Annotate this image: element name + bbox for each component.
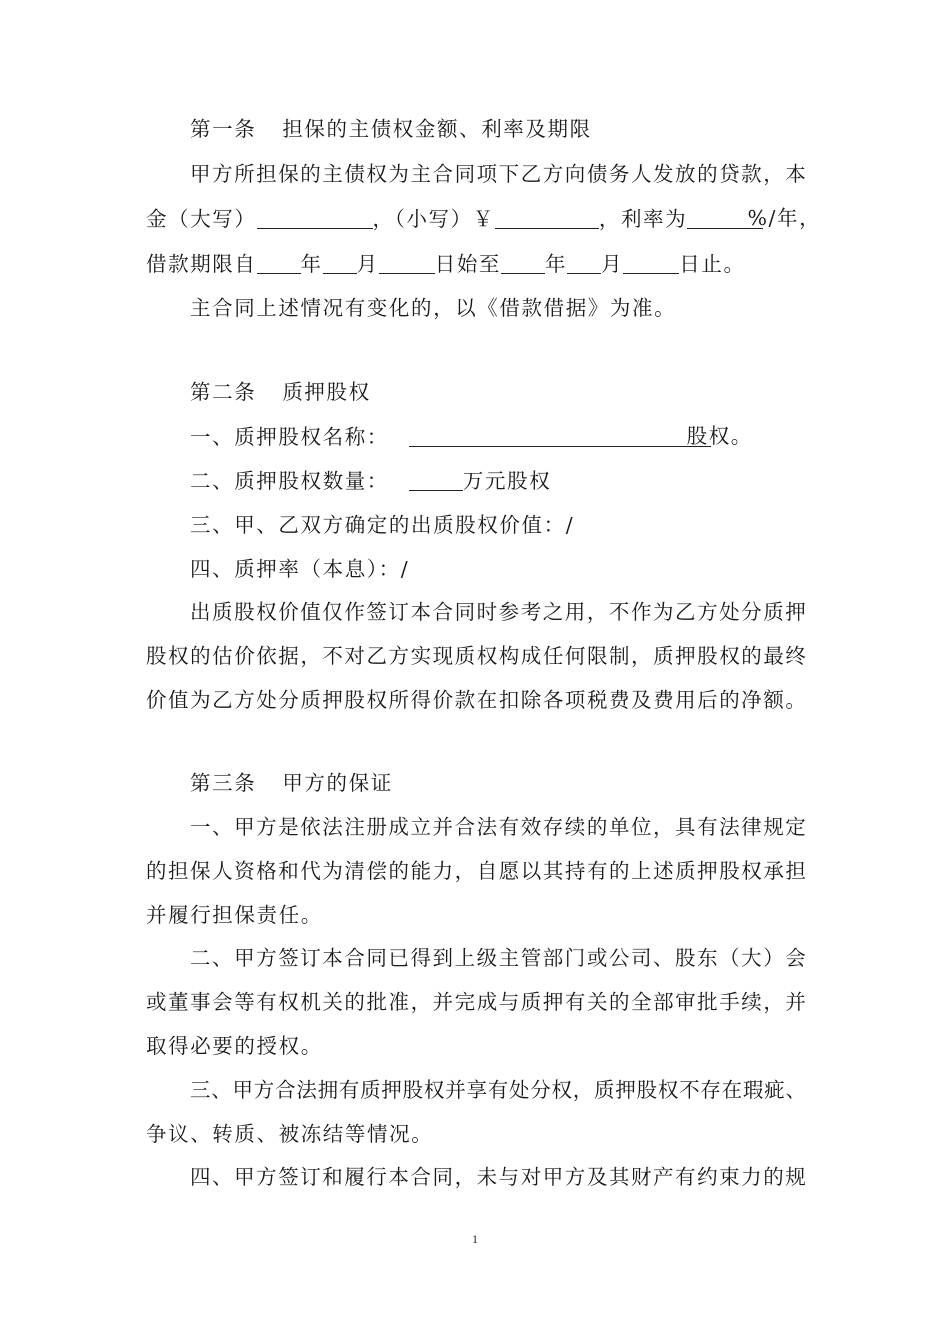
article3-clause2-text2: 或 董 事 会 等 有 权 机 关 的 批 准 ， 并 完 成 与 质 押 有 关 的 全 部 审 批 手 续 ， 并	[146, 990, 806, 1014]
article1-para2: 主合同上述情况有变化的，以《借款借据》为准。	[190, 296, 677, 320]
article3-clause1-line3: 并履行担保责任。	[146, 903, 323, 927]
article2-note-line3	[146, 683, 806, 713]
article1-heading	[190, 112, 592, 142]
pledged-equity-name-suffix: 股权。	[686, 424, 753, 448]
pledged-equity-name-blank[interactable]	[409, 424, 753, 448]
interest-rate-unit: %/年，	[747, 206, 822, 230]
end-day-blank[interactable]	[623, 253, 679, 274]
article3-clause1-text1: 一 、 甲 方 是 依 法 注 册 成 立 并 合 法 有 效 存 续 的 单 位 ， 具 有 法 律 规 定	[190, 815, 806, 839]
interest-rate-blank[interactable]	[687, 206, 822, 230]
article2-heading-number: 第二条	[190, 380, 257, 404]
article2-heading	[190, 375, 371, 405]
article3-heading	[190, 766, 393, 796]
article2-heading-title: 质押股权	[282, 380, 371, 404]
article1-heading-number: 第一条	[190, 117, 257, 141]
start-to-label: 日始至	[434, 252, 502, 276]
article3-clause1-line2	[146, 854, 806, 884]
article3-clause3-line2: 争议、转质、被冻结等情况。	[146, 1122, 434, 1146]
start-month-blank[interactable]	[323, 253, 357, 274]
article2-note-text1: 出 质 股 权 价 值 仅 作 签 订 本 合 同 时 参 考 之 用 ， 不 作 为 乙 方 处 分 质 押	[190, 600, 806, 624]
pledged-equity-quantity-label: 二、质押股权数量：	[190, 469, 389, 493]
pledged-equity-quantity-suffix: 万元股权	[462, 469, 552, 493]
start-day-blank[interactable]	[379, 253, 435, 274]
end-month-label: 月	[601, 252, 624, 276]
article3-clause2-line2	[146, 985, 806, 1015]
article3-clause1-text2: 的 担 保 人 资 格 和 代 为 清 偿 的 能 力 ， 自 愿 以 其 持 有 的 上 述 质 押 股 权 承 担	[146, 859, 806, 883]
start-year-blank[interactable]	[257, 253, 301, 274]
start-month-label: 月	[356, 252, 379, 276]
end-label: 日止。	[679, 252, 746, 276]
article3-clause1-line1	[190, 810, 806, 840]
end-month-blank[interactable]	[567, 253, 601, 274]
article2-note-text3: 价 值 为 乙 方 处 分 质 押 股 权 所 得 价 款 在 扣 除 各 项 税 费 及 费 用 后 的 净 额 。	[146, 688, 806, 712]
article1-para1-text: 甲 方 所 担 保 的 主 债 权 为 主 合 同 项 下 乙 方 向 债 务 人 发 放 的 贷 款 ， 本	[190, 162, 806, 186]
principal-numeric-blank[interactable]	[495, 208, 599, 229]
article3-heading-title: 甲方的保证	[282, 771, 393, 795]
article2-note-line1	[190, 595, 806, 625]
article1-para1-line1	[190, 157, 806, 187]
pledge-rate-row: 四、质押率（本息）：/	[190, 557, 410, 581]
pledged-equity-name-label: 一、质押股权名称：	[190, 425, 389, 449]
article1-para1-line3	[146, 247, 746, 277]
article3-clause3-line1	[190, 1073, 806, 1103]
page-number: 1	[472, 1232, 478, 1246]
principal-label-numeric: ，（小写）￥	[372, 207, 495, 231]
start-year-label: 年	[300, 252, 323, 276]
end-year-label: 年	[545, 252, 568, 276]
article3-clause4-text1: 四 、 甲 方 签 订 和 履 行 本 合 同 ， 未 与 对 甲 方 及 其 财 产 有 约 束 力 的 规	[190, 1165, 806, 1189]
article3-heading-number: 第三条	[190, 771, 257, 795]
pledged-equity-value-row: 三、甲、乙双方确定的出质股权价值：/	[190, 513, 575, 537]
article2-note-line2	[146, 639, 806, 669]
article3-clause2-line3: 取得必要的授权。	[146, 1034, 323, 1058]
principal-label-uppercase: 金（大写）	[146, 207, 257, 231]
article3-clause4-line1	[190, 1160, 806, 1190]
article3-clause3-text1: 三 、 甲 方 合 法 拥 有 质 押 股 权 并 享 有 处 分 权 ， 质 押 股 权 不 存 在 瑕 疵 、	[190, 1078, 806, 1102]
article3-clause2-text1: 二 、 甲 方 签 订 本 合 同 已 得 到 上 级 主 管 部 门 或 公 司 、 股 东 （ 大 ） 会	[190, 946, 806, 970]
pledged-equity-name-row	[190, 420, 753, 450]
end-year-blank[interactable]	[501, 253, 545, 274]
pledged-equity-quantity-row	[190, 464, 551, 494]
loan-term-label: 借款期限自	[146, 252, 257, 276]
article2-note-text2: 股 权 的 估 价 依 据 ， 不 对 乙 方 实 现 质 权 构 成 任 何 限 制 ， 质 押 股 权 的 最 终	[146, 644, 806, 668]
principal-uppercase-blank[interactable]	[257, 208, 373, 229]
pledged-equity-quantity-blank[interactable]	[409, 470, 463, 491]
article1-para1-line2	[146, 202, 822, 232]
interest-rate-label: ，利率为	[598, 207, 688, 231]
article1-heading-title: 担保的主债权金额、利率及期限	[282, 117, 592, 141]
article3-clause2-line1	[190, 941, 806, 971]
